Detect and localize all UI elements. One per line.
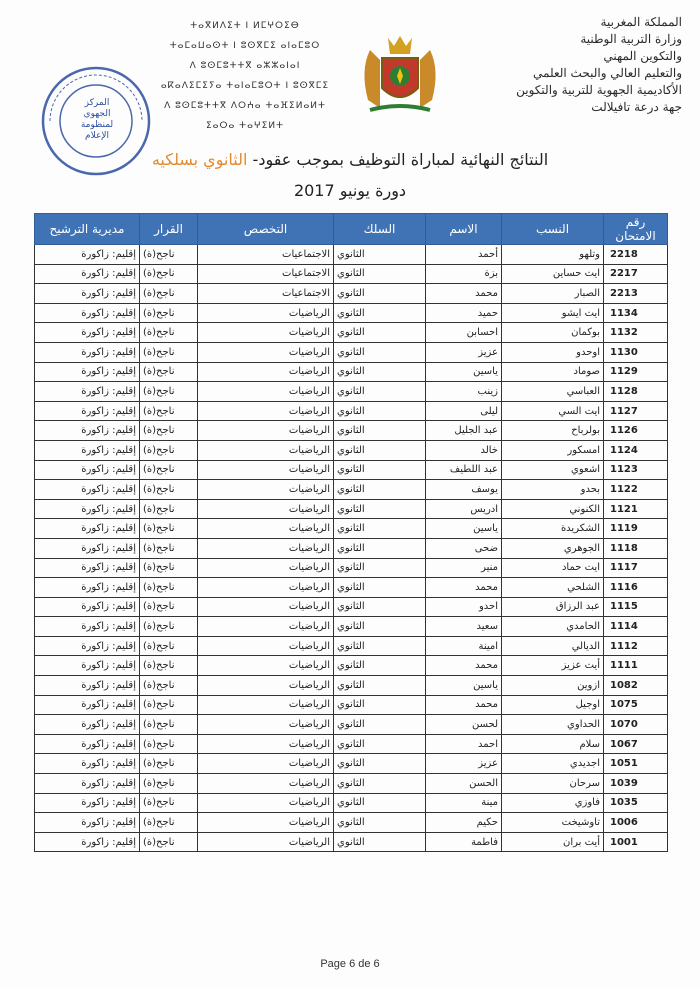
cell-first-name: ياسين [426,519,502,539]
table-row [35,460,668,480]
cell-specialty: الرياضيات [198,695,334,715]
cell-family-name: الجوهري [502,538,604,558]
cell-specialty: الرياضيات [198,342,334,362]
cell-directorate: إقليم: زاكورة [35,342,140,362]
table-row [35,323,668,343]
cell-decision: ناجح(ة) [140,499,198,519]
cell-directorate: إقليم: زاكورة [35,597,140,617]
cell-cycle: الثانوي [334,382,426,402]
cell-exam-number: 1111 [604,656,668,676]
cell-directorate: إقليم: زاكورة [35,617,140,637]
column-header: مديرية الترشيح [35,214,140,245]
table-row [35,617,668,637]
table-row [35,519,668,539]
cell-specialty: الاجتماعيات [198,264,334,284]
cell-exam-number: 1070 [604,715,668,735]
cell-first-name: احمد [426,734,502,754]
cell-directorate: إقليم: زاكورة [35,832,140,852]
cell-first-name: ياسين [426,362,502,382]
cell-exam-number: 1067 [604,734,668,754]
table-row [35,342,668,362]
cell-directorate: إقليم: زاكورة [35,774,140,794]
cell-specialty: الرياضيات [198,519,334,539]
header-line: وزارة التربية الوطنية [580,32,682,46]
cell-cycle: الثانوي [334,578,426,598]
cell-cycle: الثانوي [334,362,426,382]
cell-decision: ناجح(ة) [140,362,198,382]
cell-specialty: الرياضيات [198,793,334,813]
cell-first-name: محمد [426,695,502,715]
cell-exam-number: 1121 [604,499,668,519]
cell-exam-number: 1075 [604,695,668,715]
table-row [35,715,668,735]
cell-decision: ناجح(ة) [140,636,198,656]
table-row [35,676,668,696]
cell-family-name: سرحان [502,774,604,794]
cell-decision: ناجح(ة) [140,832,198,852]
cell-first-name: ادريس [426,499,502,519]
cell-specialty: الرياضيات [198,597,334,617]
cell-family-name: ايت ايشو [502,303,604,323]
cell-cycle: الثانوي [334,323,426,343]
table-row [35,734,668,754]
cell-family-name: الحامدي [502,617,604,637]
cell-exam-number: 1123 [604,460,668,480]
cell-specialty: الرياضيات [198,362,334,382]
cell-directorate: إقليم: زاكورة [35,499,140,519]
cell-specialty: الرياضيات [198,656,334,676]
cell-directorate: إقليم: زاكورة [35,362,140,382]
cell-directorate: إقليم: زاكورة [35,421,140,441]
cell-decision: ناجح(ة) [140,695,198,715]
cell-family-name: ايت السي [502,401,604,421]
cell-decision: ناجح(ة) [140,734,198,754]
cell-decision: ناجح(ة) [140,774,198,794]
stamp-label: المركز الجهوي لمنظومة الإعلام [80,98,114,141]
cell-cycle: الثانوي [334,401,426,421]
cell-first-name: الحسن [426,774,502,794]
cell-cycle: الثانوي [334,636,426,656]
cell-family-name: اشعوي [502,460,604,480]
cell-specialty: الرياضيات [198,421,334,441]
header-line: المملكة المغربية [600,15,682,29]
cell-cycle: الثانوي [334,342,426,362]
table-row [35,656,668,676]
cell-exam-number: 1128 [604,382,668,402]
cell-decision: ناجح(ة) [140,303,198,323]
cell-first-name: فاطمة [426,832,502,852]
cell-decision: ناجح(ة) [140,676,198,696]
cell-first-name: عزيز [426,342,502,362]
header-line: الأكاديمية الجهوية للتربية والتكوين [516,83,682,97]
cell-exam-number: 1082 [604,676,668,696]
cell-first-name: محمد [426,656,502,676]
cell-specialty: الرياضيات [198,832,334,852]
cell-first-name: سعيد [426,617,502,637]
cell-cycle: الثانوي [334,440,426,460]
cell-specialty: الرياضيات [198,401,334,421]
table-row [35,421,668,441]
cell-cycle: الثانوي [334,734,426,754]
results-table [34,213,668,852]
cell-exam-number: 1116 [604,578,668,598]
cell-decision: ناجح(ة) [140,519,198,539]
cell-first-name: احدو [426,597,502,617]
cell-cycle: الثانوي [334,754,426,774]
cell-decision: ناجح(ة) [140,284,198,304]
column-header: التخصص [198,214,334,245]
cell-exam-number: 1117 [604,558,668,578]
cell-decision: ناجح(ة) [140,597,198,617]
cell-family-name: تاوشيخت [502,813,604,833]
cell-cycle: الثانوي [334,695,426,715]
cell-directorate: إقليم: زاكورة [35,323,140,343]
cell-cycle: الثانوي [334,676,426,696]
column-header: الاسم [426,214,502,245]
cell-first-name: امينة [426,636,502,656]
table-row [35,499,668,519]
cell-family-name: ايت حساين [502,264,604,284]
cell-family-name: سلام [502,734,604,754]
header-arabic [432,14,682,116]
page-number: Page 6 de 6 [320,958,380,970]
cell-specialty: الرياضيات [198,774,334,794]
cell-specialty: الرياضيات [198,558,334,578]
header-line: ⴰⴽⴰⴷⵉⵎⵉⵢⴰ ⵜⴰⵏⴰⵎⵓⵔⵜ ⵏ ⵓⵙⴳⵎⵉ [160,81,330,91]
cell-directorate: إقليم: زاكورة [35,695,140,715]
cell-decision: ناجح(ة) [140,382,198,402]
cell-decision: ناجح(ة) [140,401,198,421]
table-row [35,813,668,833]
cell-exam-number: 1001 [604,832,668,852]
cell-cycle: الثانوي [334,480,426,500]
cell-decision: ناجح(ة) [140,538,198,558]
column-header: رقم الامتحان [604,214,668,245]
header-line: جهة درعة تافيلالت [591,100,682,114]
cell-exam-number: 1039 [604,774,668,794]
cell-decision: ناجح(ة) [140,715,198,735]
cell-exam-number: 1134 [604,303,668,323]
cell-family-name: ايت حماد [502,558,604,578]
cell-cycle: الثانوي [334,656,426,676]
cell-family-name: الكنوني [502,499,604,519]
cell-cycle: الثانوي [334,284,426,304]
table-row [35,303,668,323]
cell-family-name: فاوزي [502,793,604,813]
cell-family-name: صوماد [502,362,604,382]
cell-cycle: الثانوي [334,774,426,794]
cell-exam-number: 1114 [604,617,668,637]
cell-cycle: الثانوي [334,597,426,617]
cell-exam-number: 1124 [604,440,668,460]
cell-directorate: إقليم: زاكورة [35,558,140,578]
cell-cycle: الثانوي [334,264,426,284]
header-line: والتعليم العالي والبحث العلمي [533,66,682,80]
cell-exam-number: 2213 [604,284,668,304]
cell-family-name: بولرباح [502,421,604,441]
table-header-row [35,214,668,245]
cell-decision: ناجح(ة) [140,617,198,637]
cell-specialty: الرياضيات [198,323,334,343]
cell-family-name: الشلحي [502,578,604,598]
cell-first-name: محمد [426,284,502,304]
cell-specialty: الرياضيات [198,754,334,774]
table-row [35,284,668,304]
cell-exam-number: 2217 [604,264,668,284]
cell-decision: ناجح(ة) [140,421,198,441]
cell-exam-number: 1127 [604,401,668,421]
cell-specialty: الرياضيات [198,480,334,500]
table-row [35,636,668,656]
cell-specialty: الاجتماعيات [198,284,334,304]
header-line: ⵜⴰⴳⵍⴷⵉⵜ ⵏ ⵍⵎⵖⵔⵉⴱ [190,21,300,31]
cell-first-name: يوسف [426,480,502,500]
column-header: القرار [140,214,198,245]
cell-directorate: إقليم: زاكورة [35,754,140,774]
page-title [0,150,700,169]
cell-cycle: الثانوي [334,793,426,813]
table-row [35,578,668,598]
table-row [35,538,668,558]
cell-decision: ناجح(ة) [140,656,198,676]
cell-cycle: الثانوي [334,813,426,833]
cell-cycle: الثانوي [334,421,426,441]
cell-directorate: إقليم: زاكورة [35,303,140,323]
cell-decision: ناجح(ة) [140,793,198,813]
table-row [35,401,668,421]
table-row [35,754,668,774]
cell-first-name: محمد [426,578,502,598]
cell-decision: ناجح(ة) [140,440,198,460]
cell-family-name: بحدو [502,480,604,500]
cell-family-name: امسكور [502,440,604,460]
cell-cycle: الثانوي [334,715,426,735]
cell-decision: ناجح(ة) [140,578,198,598]
cell-first-name: زينب [426,382,502,402]
cell-directorate: إقليم: زاكورة [35,715,140,735]
column-header: النسب [502,214,604,245]
cell-family-name: اوجيل [502,695,604,715]
cell-directorate: إقليم: زاكورة [35,519,140,539]
cell-first-name: عبد اللطيف [426,460,502,480]
cell-first-name: لحسن [426,715,502,735]
cell-first-name: مينة [426,793,502,813]
table-row [35,558,668,578]
cell-family-name: الديالي [502,636,604,656]
cell-decision: ناجح(ة) [140,245,198,265]
cell-decision: ناجح(ة) [140,754,198,774]
cell-cycle: الثانوي [334,460,426,480]
cell-specialty: الرياضيات [198,538,334,558]
cell-exam-number: 1122 [604,480,668,500]
cell-directorate: إقليم: زاكورة [35,676,140,696]
table-row [35,480,668,500]
cell-specialty: الرياضيات [198,578,334,598]
cell-exam-number: 1126 [604,421,668,441]
cell-exam-number: 2218 [604,245,668,265]
cell-specialty: الرياضيات [198,617,334,637]
cell-cycle: الثانوي [334,617,426,637]
cell-specialty: الرياضيات [198,460,334,480]
cell-family-name: الحداوي [502,715,604,735]
cell-directorate: إقليم: زاكورة [35,284,140,304]
cell-specialty: الرياضيات [198,676,334,696]
cell-directorate: إقليم: زاكورة [35,734,140,754]
cell-cycle: الثانوي [334,519,426,539]
header-line: والتكوين المهني [603,49,682,63]
cell-exam-number: 1006 [604,813,668,833]
cell-family-name: ازوين [502,676,604,696]
cell-first-name: حكيم [426,813,502,833]
cell-decision: ناجح(ة) [140,342,198,362]
cell-decision: ناجح(ة) [140,323,198,343]
table-row [35,695,668,715]
cell-directorate: إقليم: زاكورة [35,656,140,676]
cell-family-name: الشكريدة [502,519,604,539]
column-header: السلك [334,214,426,245]
cell-family-name: عبد الرزاق [502,597,604,617]
cell-cycle: الثانوي [334,303,426,323]
cell-directorate: إقليم: زاكورة [35,793,140,813]
cell-first-name: ياسين [426,676,502,696]
cell-first-name: ليلى [426,401,502,421]
cell-cycle: الثانوي [334,832,426,852]
cell-exam-number: 1118 [604,538,668,558]
cell-family-name: اجديدي [502,754,604,774]
cell-first-name: احسابن [426,323,502,343]
cell-family-name: الصبار [502,284,604,304]
cell-family-name: أيت بران [502,832,604,852]
coat-of-arms-icon [350,30,450,114]
cell-first-name: عزيز [426,754,502,774]
header-tifinagh [150,16,340,136]
cell-specialty: الرياضيات [198,813,334,833]
cell-specialty: الرياضيات [198,440,334,460]
header-line: ⵉⴰⵔⴰ ⵜⴰⵖⵉⵍⵜ [206,121,284,131]
cell-specialty: الرياضيات [198,636,334,656]
cell-family-name: اوحدو [502,342,604,362]
cell-directorate: إقليم: زاكورة [35,578,140,598]
cell-specialty: الرياضيات [198,734,334,754]
page-subtitle: دورة يونيو 2017 [293,181,407,200]
cell-first-name: ضحى [426,538,502,558]
cell-directorate: إقليم: زاكورة [35,245,140,265]
table-row [35,245,668,265]
cell-specialty: الرياضيات [198,303,334,323]
cell-exam-number: 1112 [604,636,668,656]
cell-decision: ناجح(ة) [140,558,198,578]
cell-first-name: منير [426,558,502,578]
cell-decision: ناجح(ة) [140,480,198,500]
title-main: النتائج النهائية لمباراة التوظيف بموجب عقود- [247,150,549,169]
table-row [35,362,668,382]
cell-exam-number: 1129 [604,362,668,382]
cell-exam-number: 1130 [604,342,668,362]
cell-cycle: الثانوي [334,558,426,578]
cell-decision: ناجح(ة) [140,460,198,480]
cell-family-name: وتلهو [502,245,604,265]
cell-specialty: الرياضيات [198,715,334,735]
header-line: ⵜⴰⵎⴰⵡⴰⵙⵜ ⵏ ⵓⵙⴳⵎⵉ ⴰⵏⴰⵎⵓⵔ [169,41,321,51]
header-line: ⴷ ⵓⵙⵎⵓⵜⵜⴳ ⴰⵣⵣⴰⵏⴰⵏ [189,61,301,71]
table-row [35,382,668,402]
cell-cycle: الثانوي [334,499,426,519]
cell-family-name: بوكمان [502,323,604,343]
cell-directorate: إقليم: زاكورة [35,460,140,480]
table-row [35,793,668,813]
cell-directorate: إقليم: زاكورة [35,538,140,558]
cell-directorate: إقليم: زاكورة [35,264,140,284]
cell-directorate: إقليم: زاكورة [35,480,140,500]
table-row [35,264,668,284]
cell-cycle: الثانوي [334,245,426,265]
cell-directorate: إقليم: زاكورة [35,813,140,833]
cell-specialty: الرياضيات [198,499,334,519]
cell-exam-number: 1132 [604,323,668,343]
cell-decision: ناجح(ة) [140,813,198,833]
cell-family-name: العباسي [502,382,604,402]
cell-first-name: خالد [426,440,502,460]
table-row [35,597,668,617]
cell-directorate: إقليم: زاكورة [35,401,140,421]
title-highlight: الثانوي بسلكيه [151,150,248,169]
cell-specialty: الاجتماعيات [198,245,334,265]
cell-first-name: حميد [426,303,502,323]
cell-exam-number: 1035 [604,793,668,813]
table-row [35,440,668,460]
header-line: ⴷ ⵓⵙⵎⵓⵜⵜⴳ ⴷⵔⵄⴰ ⵜⴰⴼⵉⵍⴰⵍⵜ [164,101,326,111]
table-row [35,832,668,852]
cell-exam-number: 1051 [604,754,668,774]
cell-first-name: بزة [426,264,502,284]
cell-exam-number: 1115 [604,597,668,617]
cell-exam-number: 1119 [604,519,668,539]
cell-directorate: إقليم: زاكورة [35,636,140,656]
cell-directorate: إقليم: زاكورة [35,440,140,460]
cell-decision: ناجح(ة) [140,264,198,284]
cell-specialty: الرياضيات [198,382,334,402]
cell-family-name: أيت عزيز [502,656,604,676]
cell-cycle: الثانوي [334,538,426,558]
table-row [35,774,668,794]
table-body [35,245,668,852]
cell-directorate: إقليم: زاكورة [35,382,140,402]
cell-first-name: عبد الجليل [426,421,502,441]
cell-first-name: أحمد [426,245,502,265]
